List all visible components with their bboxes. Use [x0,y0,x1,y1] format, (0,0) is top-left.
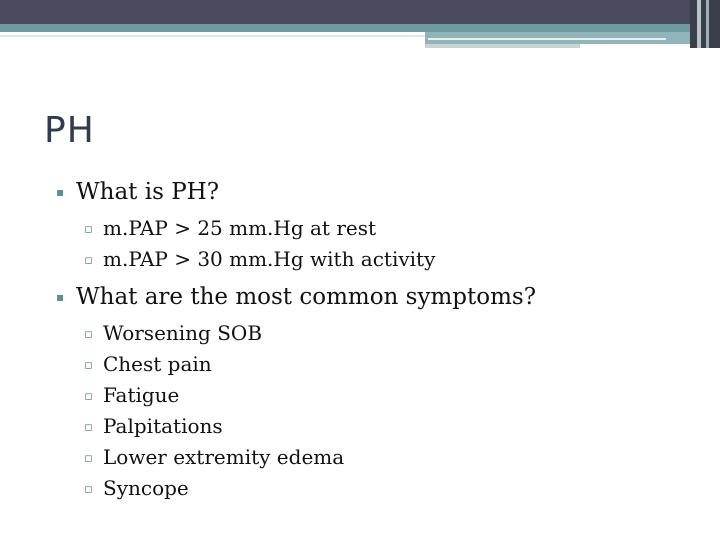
sub-bullet-text: Fatigue [103,383,180,407]
slide-content [56,177,696,507]
sub-bullet-text: Lower extremity edema [103,445,345,469]
bullet-common-symptoms [56,284,696,315]
header-bar-teal [0,24,720,32]
sub-bullet [56,383,696,414]
header-rule-right [428,38,666,40]
header-corner-stripe-2 [706,0,709,48]
hollow-square-bullet-icon: ▫ [84,389,93,404]
sub-bullet [56,216,696,247]
sub-bullet-list [56,321,696,507]
sub-bullet-text: Worsening SOB [103,321,263,345]
sub-bullet [56,445,696,476]
sub-bullet-text: Chest pain [103,352,212,376]
hollow-square-bullet-icon: ▫ [84,358,93,373]
sub-bullet-text: m.PAP > 30 mm.Hg with activity [103,247,436,271]
bullet-what-is-ph [56,179,696,210]
header-corner-stripe [697,0,701,48]
sub-bullet [56,414,696,445]
bullet-text: What is PH? [76,179,220,205]
square-bullet-icon: ▪ [56,290,65,304]
header-bar-gray [425,44,580,48]
slide-title: PH [44,110,95,151]
sub-bullet [56,352,696,383]
square-bullet-icon: ▪ [56,185,65,199]
hollow-square-bullet-icon: ▫ [84,222,93,237]
header-rule-left [0,35,425,37]
hollow-square-bullet-icon: ▫ [84,327,93,342]
sub-bullet-text: Palpitations [103,414,223,438]
hollow-square-bullet-icon: ▫ [84,451,93,466]
bullet-text: What are the most common symptoms? [76,284,537,310]
hollow-square-bullet-icon: ▫ [84,482,93,497]
sub-bullet [56,321,696,352]
sub-bullet-text: m.PAP > 25 mm.Hg at rest [103,216,377,240]
hollow-square-bullet-icon: ▫ [84,253,93,268]
sub-bullet [56,247,696,278]
sub-bullet-text: Syncope [103,476,189,500]
header-bar-dark [0,0,720,24]
sub-bullet [56,476,696,507]
sub-bullet-list [56,216,696,278]
hollow-square-bullet-icon: ▫ [84,420,93,435]
header-corner-block [690,0,720,48]
